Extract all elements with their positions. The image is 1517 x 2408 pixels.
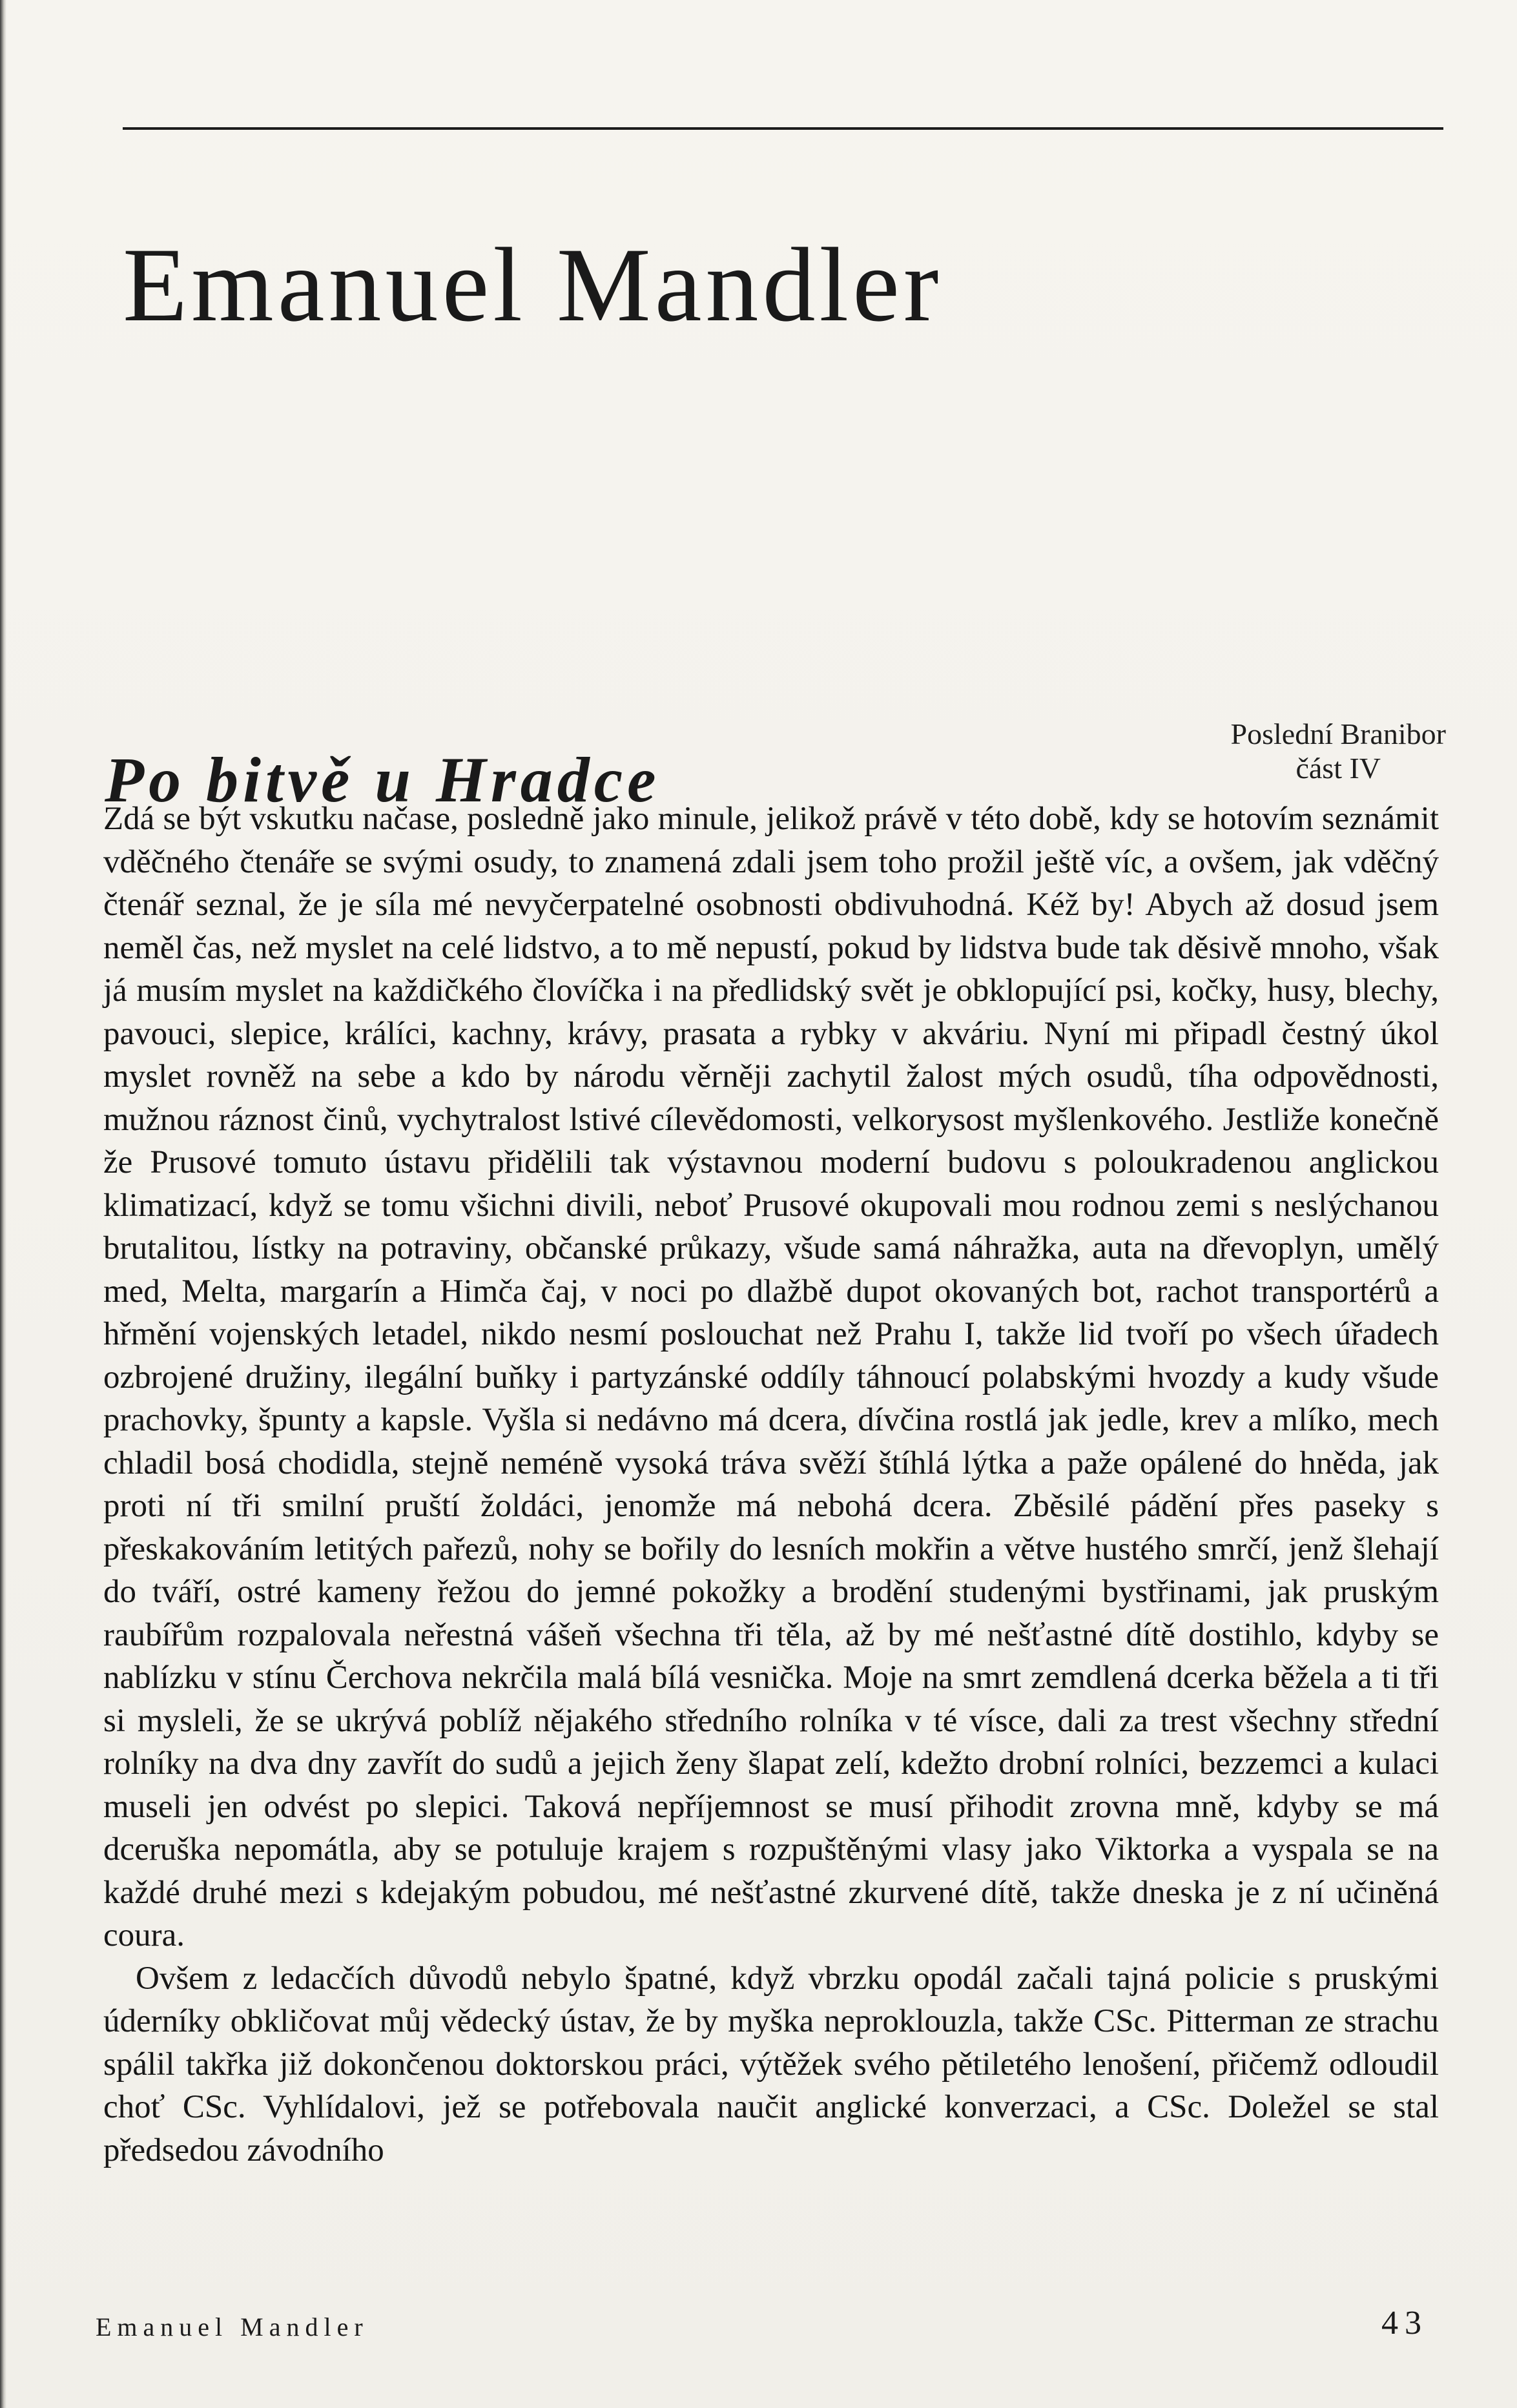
series-part: část IV xyxy=(1295,752,1381,785)
footer-author: Emanuel Mandler xyxy=(96,2312,369,2341)
author-heading: Emanuel Mandler xyxy=(123,226,943,344)
series-note xyxy=(1231,717,1446,786)
series-name: Poslední Branibor xyxy=(1230,717,1446,750)
page-number: 43 xyxy=(1381,2305,1428,2341)
top-rule xyxy=(123,127,1443,130)
story-title: Po bitvě u Hradce xyxy=(105,744,661,816)
binding-shadow xyxy=(0,0,6,2408)
body-text xyxy=(103,798,1439,2172)
paragraph-1: Zdá se být vskutku načase, posledně jako minule, jelikož právě v této době, kdy se hotovím seznámit vděčného čtenáře se svými osudy, to znamená zdali jsem toho prožil ještě víc, a ovšem, jak vděčný čtenář seznal, že je síla mé nevyčerpatelné osobnosti obdivuhodná. Kéž by! Abych až dosud jsem neměl čas, než myslet na celé lidstvo, a to mě nepustí, pokud by lidstva bude tak děsivě mnoho, však já musím myslet na každičkého človíčka i na předlidský svět je obklopující psi, kočky, husy, blechy, pavouci, slepice, králíci, kachny, krávy, prasata a rybky v akváriu. Nyní mi připadl čestný úkol myslet rovněž na sebe a kdo by národu věrněji zachytil žalost mých osudů, tíha odpovědnosti, mužnou ráznost činů, vychytralost lstivé cílevědomosti, velkorysost myšlenkového. Jestliže konečně že Prusové tomuto ústavu přidělili tak výstavnou moderní budovu s poloukradenou anglickou klimatizací, když se tomu všichni divili, neboť Prusové okupovali mou rodnou zemi s neslýchanou brutalitou, lístky na potraviny, občanské průkazy, všude samá náhražka, auta na dřevoplyn, umělý med, Melta, margarín a Himča čaj, v noci po dlažbě dupot okovaných bot, rachot transportérů a hřmění vojenských letadel, nikdo nesmí poslouchat než Prahu I, takže lid tvoří po všech úřadech ozbrojené družiny, ilegální buňky i partyzánské oddíly táhnoucí polabskými hvozdy a kudy všude prachovky, špunty a kapsle. Vyšla si nedávno má dcera, dívčina rostlá jak jedle, krev a mlíko, mech chladil bosá chodidla, stejně neméně vysoká tráva svěží štíhlá lýtka a paže opálené do hněda, jak proti ní tři smilní pruští žoldáci, jenomže má nebohá dcera. Zběsilé pádění přes paseky s přeskakováním letitých pařezů, nohy se bořily do lesních mokřin a větve hustého smrčí, jenž šlehají do tváří, ostré kameny řežou do jemné pokožky a brodění studenými bystřinami, jak pruským raubířům rozpalovala neřestná vášeň všechna tři těla, až by mé nešťastné dítě dostihlo, kdyby se nablízku v stínu Čerchova nekrčila malá bílá vesnička. Moje na smrt zemdlená dcerka běžela a ti tři si mysleli, že se ukrývá poblíž nějakého středního rolníka v té vísce, dali za trest všechny střední rolníky na dva dny zavřít do sudů a jejich ženy šlapat zelí, kdežto drobní rolníci, bezzemci a kulaci museli jen odvést po slepici. Taková nepříjemnost se musí přihodit zrovna mně, kdyby se má dceruška nepomátla, aby se potuluje krajem s rozpuštěnými vlasy jako Viktorka a vyspala se na každé druhé mezi s kdejakým pobudou, mé nešťastné zkurvené dítě, takže dneska je z ní učiněná coura. xyxy=(103,801,1439,1953)
paragraph-2: Ovšem z ledacčích důvodů nebylo špatné, když vbrzku opodál začali tajná policie s pruskými úderníky obkličovat můj vědecký ústav, že by myška neproklouzla, takže CSc. Pitterman ze strachu spálil takřka již dokončenou doktorskou práci, výtěžek svého pětiletého lenošení, přičemž odloudil choť CSc. Vyhlídalovi, jež se potřebovala naučit anglické konverzaci, a CSc. Doležel se stal předsedou závodního xyxy=(103,1960,1439,2168)
